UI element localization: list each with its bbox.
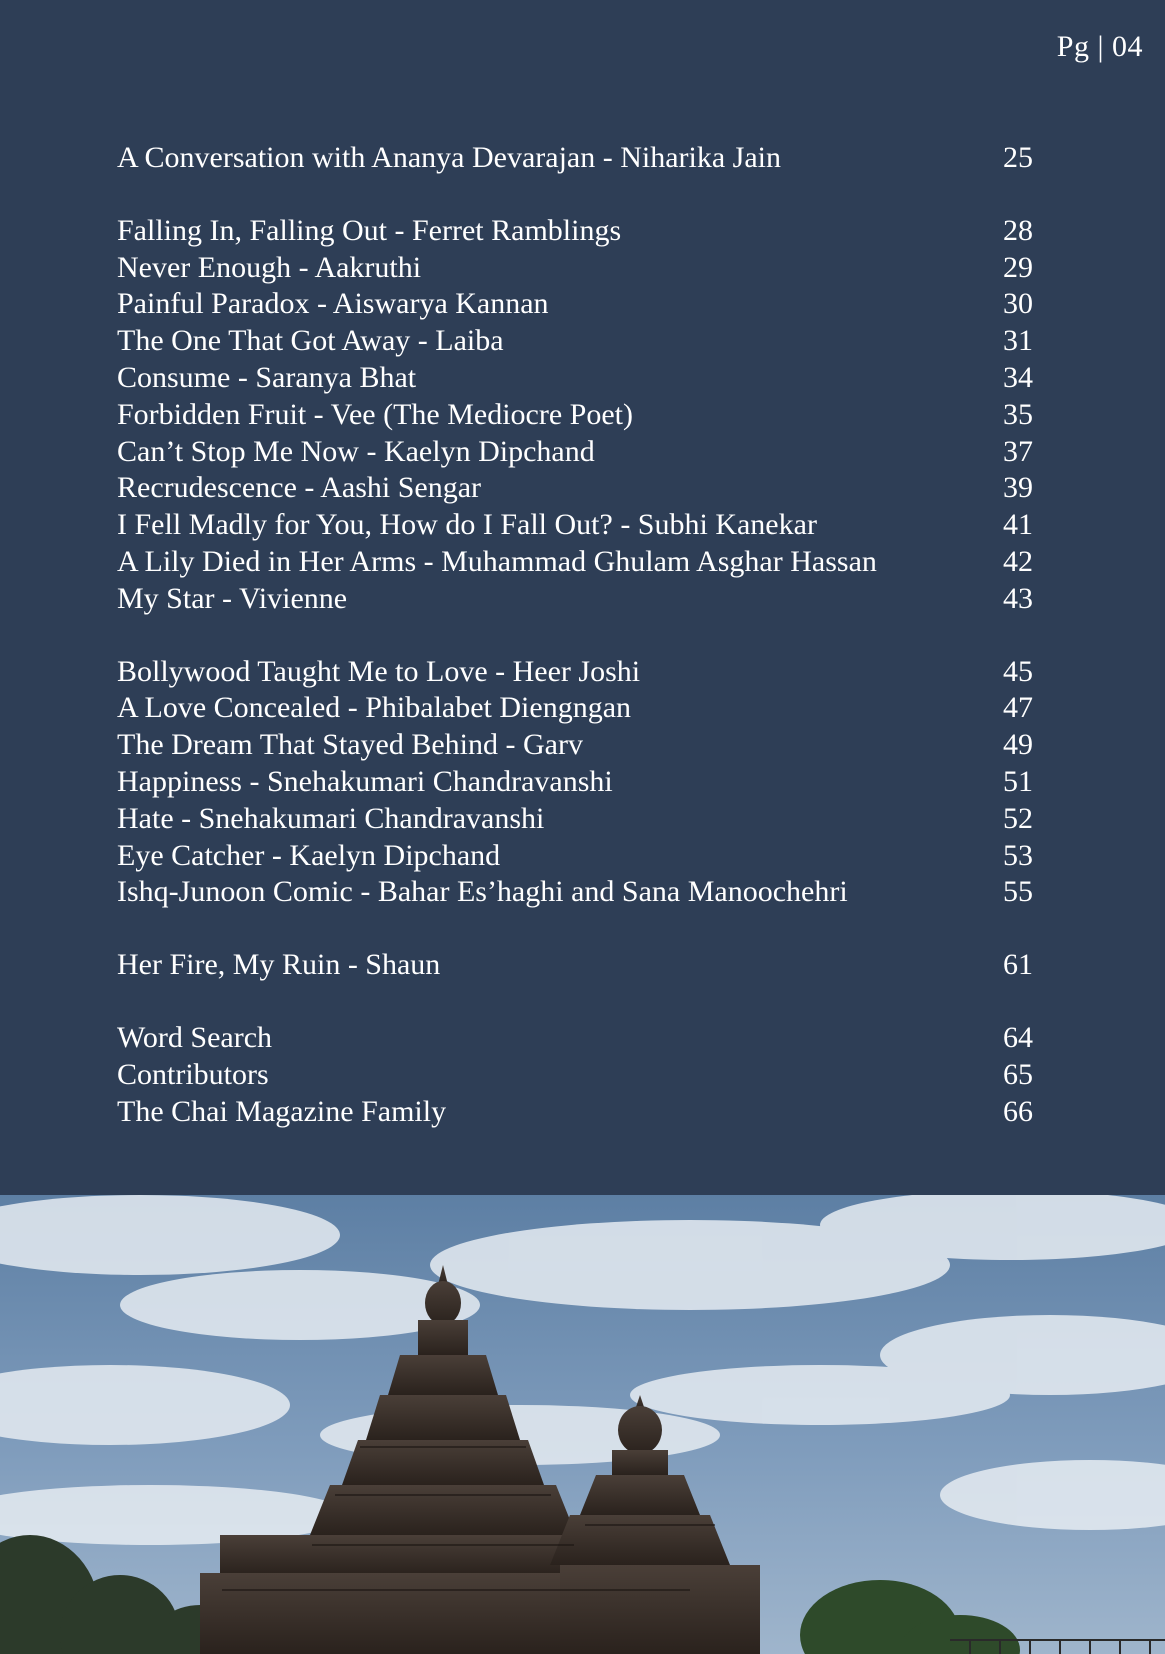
toc-entry-page: 31 bbox=[1003, 324, 1033, 358]
toc-entry[interactable] bbox=[117, 1020, 1063, 1057]
toc-entry[interactable] bbox=[117, 690, 1063, 727]
toc-entry-title: Ishq-Junoon Comic - Bahar Es’haghi and Sana Manoochehri bbox=[117, 875, 848, 909]
toc-entry-title: Her Fire, My Ruin - Shaun bbox=[117, 948, 441, 982]
toc-entry-page: 34 bbox=[1003, 360, 1033, 394]
toc-entry-page: 53 bbox=[1003, 838, 1033, 872]
toc-entry-page: 28 bbox=[1003, 213, 1033, 247]
toc-entry-title: Hate - Snehakumari Chandravanshi bbox=[117, 801, 545, 835]
toc-entry-page: 41 bbox=[1003, 508, 1033, 542]
toc-entry-title: A Conversation with Ananya Devarajan - Niharika Jain bbox=[117, 141, 781, 174]
toc-entry-page: 66 bbox=[1003, 1094, 1033, 1128]
toc-group bbox=[117, 140, 1063, 177]
temple-illustration bbox=[0, 1195, 1165, 1654]
toc-entry[interactable] bbox=[117, 764, 1063, 801]
toc-entry-page: 64 bbox=[1003, 1020, 1033, 1054]
toc-entry[interactable] bbox=[117, 838, 1063, 875]
toc-entry[interactable] bbox=[117, 1057, 1063, 1094]
toc-entry[interactable] bbox=[117, 434, 1063, 471]
toc-entry-page: 29 bbox=[1003, 250, 1033, 284]
toc-entry[interactable] bbox=[117, 581, 1063, 618]
toc-entry-title: Can’t Stop Me Now - Kaelyn Dipchand bbox=[117, 434, 595, 468]
toc-entry[interactable] bbox=[117, 947, 1063, 984]
toc-entry[interactable] bbox=[117, 140, 1063, 177]
toc-entry-title: Contributors bbox=[117, 1057, 269, 1091]
toc-entry-title: My Star - Vivienne bbox=[117, 581, 348, 615]
toc-entry-page: 52 bbox=[1003, 801, 1033, 835]
toc-entry[interactable] bbox=[117, 507, 1063, 544]
toc-entry[interactable] bbox=[117, 397, 1063, 434]
toc-entry[interactable] bbox=[117, 727, 1063, 764]
toc-entry-title: A Love Concealed - Phibalabet Diengngan bbox=[117, 691, 632, 725]
toc-entry-page: 35 bbox=[1003, 397, 1033, 431]
toc-entry-page: 25 bbox=[1003, 141, 1033, 174]
toc-entry-title: Happiness - Snehakumari Chandravanshi bbox=[117, 764, 613, 798]
toc-group bbox=[117, 213, 1063, 618]
toc-entry-page: 30 bbox=[1003, 287, 1033, 321]
toc-entry-page: 49 bbox=[1003, 728, 1033, 762]
toc-entry-title: The Dream That Stayed Behind - Garv bbox=[117, 728, 583, 762]
toc-entry-page: 65 bbox=[1003, 1057, 1033, 1091]
toc-entry-title: Consume - Saranya Bhat bbox=[117, 360, 417, 394]
toc-entry[interactable] bbox=[117, 360, 1063, 397]
toc-entry-page: 45 bbox=[1003, 654, 1033, 688]
toc-entry-title: The One That Got Away - Laiba bbox=[117, 324, 504, 358]
toc-entry-page: 51 bbox=[1003, 764, 1033, 798]
toc-entry-page: 39 bbox=[1003, 471, 1033, 505]
toc-entry-title: A Lily Died in Her Arms - Muhammad Ghulam Asghar Hassan bbox=[117, 544, 877, 578]
toc-entry[interactable] bbox=[117, 1094, 1063, 1131]
toc-entry-title: Eye Catcher - Kaelyn Dipchand bbox=[117, 838, 501, 872]
toc-entry-title: Falling In, Falling Out - Ferret Ramblings bbox=[117, 213, 622, 247]
toc-entry-title: I Fell Madly for You, How do I Fall Out? - Subhi Kanekar bbox=[117, 508, 817, 542]
toc-entry-page: 61 bbox=[1003, 948, 1033, 982]
toc-group bbox=[117, 654, 1063, 912]
toc-entry-title: Never Enough - Aakruthi bbox=[117, 250, 422, 284]
toc-group bbox=[117, 1020, 1063, 1130]
toc-entry[interactable] bbox=[117, 544, 1063, 581]
toc-entry-title: Bollywood Taught Me to Love - Heer Joshi bbox=[117, 654, 641, 688]
toc-entry[interactable] bbox=[117, 213, 1063, 250]
toc-entry-title: Forbidden Fruit - Vee (The Mediocre Poet) bbox=[117, 397, 633, 431]
toc-entry[interactable] bbox=[117, 654, 1063, 691]
toc-entry-page: 55 bbox=[1003, 875, 1033, 909]
toc-entry-page: 47 bbox=[1003, 691, 1033, 725]
toc-group bbox=[117, 947, 1063, 984]
toc-entry[interactable] bbox=[117, 801, 1063, 838]
toc-entry[interactable] bbox=[117, 323, 1063, 360]
toc-entry[interactable] bbox=[117, 286, 1063, 323]
toc-entry[interactable] bbox=[117, 470, 1063, 507]
toc-entry-page: 37 bbox=[1003, 434, 1033, 468]
toc-entry-page: 43 bbox=[1003, 581, 1033, 615]
toc-entry[interactable] bbox=[117, 874, 1063, 911]
toc-entry-title: Recrudescence - Aashi Sengar bbox=[117, 471, 482, 505]
toc-entry[interactable] bbox=[117, 250, 1063, 287]
temple-photo bbox=[0, 1195, 1165, 1654]
table-of-contents bbox=[117, 140, 1063, 1166]
toc-entry-title: The Chai Magazine Family bbox=[117, 1094, 447, 1128]
toc-entry-page: 42 bbox=[1003, 544, 1033, 578]
toc-entry-title: Word Search bbox=[117, 1020, 273, 1054]
toc-entry-title: Painful Paradox - Aiswarya Kannan bbox=[117, 287, 549, 321]
page-number: Pg | 04 bbox=[1056, 30, 1143, 63]
